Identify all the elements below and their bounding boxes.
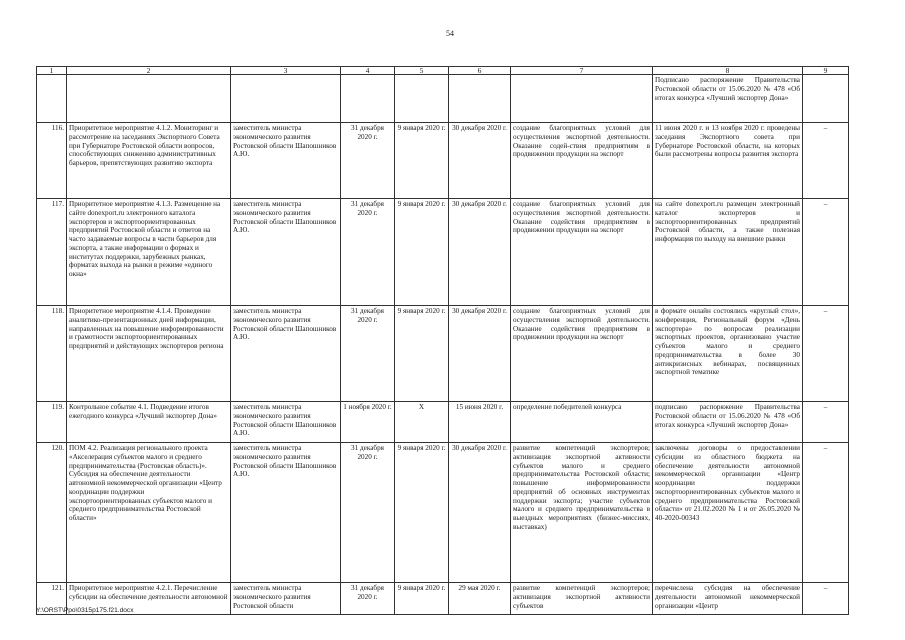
actual-result-cell: в формате онлайн состоялись «круглый стол», конференция, Региональный форум «День экспортера» по вопросам реализации экспортных проектов, организовано участие субъектов малого и среднего предпринимательства в более 30 антикризисных вебинарах, посвященных экспортной тематике xyxy=(653,306,803,402)
column-header: 9 xyxy=(803,67,849,75)
column-header: 2 xyxy=(67,67,231,75)
table-row xyxy=(37,75,849,123)
event-cell xyxy=(67,75,231,123)
table-row xyxy=(37,199,849,306)
expected-result-cell: развитие компетенций экспортеров; активизация экспортной активности субъектов малого и среднего предпринимательства Ростовской области; повышение информированности предприятий об основных инструментах поддержки экспорта; участие субъектов малого и среднего предпринимательства в выездных мероприятиях (бизнес-миссиях, выставках) xyxy=(511,443,653,583)
plan-end-cell: 30 декабря 2020 г. xyxy=(449,199,511,306)
responsible-cell: заместитель министра экономического развития Ростовской области Шапошников А.Ю. xyxy=(231,443,341,583)
plan-end-cell: 29 мая 2020 г. xyxy=(449,583,511,615)
column-header: 4 xyxy=(341,67,395,75)
event-cell: ПОМ 4.2. Реализация регионального проекта «Акселерация субъектов малого и среднего предпринимательства (Ростовская область)». Субсидия на обеспечение деятельности автономной некоммерческой организации «Центр координации поддержки экспортоориентированных субъектов малого и среднего предпринимательства Ростовской области» xyxy=(67,443,231,583)
expected-result-cell: определение победителей конкурса xyxy=(511,402,653,443)
column-header: 6 xyxy=(449,67,511,75)
column-header: 8 xyxy=(653,67,803,75)
column-header: 1 xyxy=(37,67,67,75)
plan-start-cell: 31 декабря 2020 г. xyxy=(341,583,395,615)
plan-end-cell: 30 декабря 2020 г. xyxy=(449,306,511,402)
responsible-cell xyxy=(231,75,341,123)
actual-result-cell: на сайте donexport.ru размещен электронный каталог экспортеров и экспортоориентированных предприятий Ростовской области, а также полезная информация по выходу на внешние рынки xyxy=(653,199,803,306)
responsible-cell: заместитель министра экономического развития Ростовской области Шапошников А.Ю. xyxy=(231,123,341,199)
actual-result-cell: 11 июня 2020 г. и 13 ноября 2020 г. проведены заседания Экспортного совета при Губернаторе Ростовской области, на которых были рассмотрены вопросы развития экспорта xyxy=(653,123,803,199)
event-cell: Приоритетное мероприятие 4.1.2. Мониторинг и рассмотрение на заседаниях Экспортного Совета при Губернаторе Ростовской области вопросов, способствующих снижению административных барьеров, препятствующих развитию экспорта xyxy=(67,123,231,199)
plan-start-cell xyxy=(341,75,395,123)
event-cell: Контрольное событие 4.1. Подведение итогов ежегодного конкурса «Лучший экспортер Дона» xyxy=(67,402,231,443)
event-cell: Приоритетное мероприятие 4.2.1. Перечисление субсидии на обеспечение деятельности автономной xyxy=(67,583,231,615)
column-header: 3 xyxy=(231,67,341,75)
row-number: 119. xyxy=(37,402,67,443)
responsible-cell: заместитель министра экономического развития Ростовской области xyxy=(231,583,341,615)
table-row xyxy=(37,123,849,199)
report-table xyxy=(36,66,849,615)
plan-end-cell: 30 декабря 2020 г. xyxy=(449,123,511,199)
responsible-cell: заместитель министра экономического развития Ростовской области Шапошников А.Ю. xyxy=(231,402,341,443)
fact-start-cell: X xyxy=(395,402,449,443)
plan-start-cell: 31 декабря 2020 г. xyxy=(341,123,395,199)
fact-start-cell: 9 января 2020 г. xyxy=(395,306,449,402)
plan-start-cell: 31 декабря 2020 г. xyxy=(341,443,395,583)
expected-result-cell: создание благоприятных условий для осуществления экспортной деятельности. Оказание содействия предприятиям в продвижении продукции на экспорт xyxy=(511,199,653,306)
note-cell: – xyxy=(803,402,849,443)
page-number: 54 xyxy=(446,29,454,38)
event-cell: Приоритетное мероприятие 4.1.3. Размещение на сайте donexport.ru электронного каталога экспортеров и экспортоориентированных предприятий Ростовской области и ответов на часто задаваемые вопросы в части барьеров для экспорта, а также информации о формах и институтах поддержки, зарубежных рынках, форматах выхода на рынки в режиме «единого окна» xyxy=(67,199,231,306)
row-number: 116. xyxy=(37,123,67,199)
expected-result-cell: создание благоприятных условий для осуществления экспортной деятельности. Оказание содей-ствия предприятиям в продвижении продукции на экспорт xyxy=(511,123,653,199)
note-cell: – xyxy=(803,583,849,615)
actual-result-cell: заключены договоры о предоставлении субсидии из областного бюджета на обеспечение деятельности автономной некоммерческой организации «Центр координации поддержки экспортоориентированных субъектов малого и среднего предпринимательства Ростовской области» от 21.02.2020 № 1 и от 26.05.2020 № 40-2020-00343 xyxy=(653,443,803,583)
note-cell: – xyxy=(803,199,849,306)
table-row xyxy=(37,402,849,443)
file-path-footer: Y:\ORST\Ppo\0315p175.f21.docx xyxy=(36,607,134,614)
expected-result-cell xyxy=(511,75,653,123)
row-number: 118. xyxy=(37,306,67,402)
event-cell: Приоритетное мероприятие 4.1.4. Проведение аналитико-презентационных дней информации, направленных на повышение информированности и грамотности экспортоориентированных предприятий и действующих экспортеров региона xyxy=(67,306,231,402)
actual-result-cell: перечислена субсидия на обеспечение деятельности автономной некоммерческой организации «Центр xyxy=(653,583,803,615)
responsible-cell: заместитель министра экономического развития Ростовской области Шапошников А.Ю. xyxy=(231,306,341,402)
table-row xyxy=(37,583,849,615)
note-cell xyxy=(803,75,849,123)
column-header: 7 xyxy=(511,67,653,75)
expected-result-cell: развитие компетенций экспортеров; активизация экспортной активности субъектов xyxy=(511,583,653,615)
column-header: 5 xyxy=(395,67,449,75)
fact-start-cell: 9 января 2020 г. xyxy=(395,583,449,615)
fact-start-cell: 9 января 2020 г. xyxy=(395,123,449,199)
row-number: 121. xyxy=(37,583,67,615)
fact-start-cell xyxy=(395,75,449,123)
plan-start-cell: 31 декабря 2020 г. xyxy=(341,199,395,306)
row-number: 120. xyxy=(37,443,67,583)
plan-start-cell: 31 декабря 2020 г. xyxy=(341,306,395,402)
fact-start-cell: 9 января 2020 г. xyxy=(395,443,449,583)
table-row xyxy=(37,306,849,402)
responsible-cell: заместитель министра экономического развития Ростовской области Шапошников А.Ю. xyxy=(231,199,341,306)
row-number xyxy=(37,75,67,123)
note-cell: – xyxy=(803,123,849,199)
expected-result-cell: создание благоприятных условий для осуществления экспортной деятельности. Оказание содействия предприятиям в продвижении продукции на экспорт xyxy=(511,306,653,402)
note-cell: – xyxy=(803,306,849,402)
column-number-row xyxy=(37,67,849,75)
plan-end-cell: 15 июня 2020 г. xyxy=(449,402,511,443)
note-cell: – xyxy=(803,443,849,583)
fact-start-cell: 9 января 2020 г. xyxy=(395,199,449,306)
table-row xyxy=(37,443,849,583)
actual-result-cell: Подписано распоряжение Правительства Ростовской области от 15.06.2020 № 478 «Об итогах конкурса «Лучший экспортер Дона» xyxy=(653,75,803,123)
plan-end-cell: 30 декабря 2020 г. xyxy=(449,443,511,583)
actual-result-cell: подписано распоряжение Правительства Ростовской области от 15.06.2020 № 478 «Об итогах конкурса «Лучший экспортер Дона» xyxy=(653,402,803,443)
row-number: 117. xyxy=(37,199,67,306)
plan-start-cell: 1 ноября 2020 г. xyxy=(341,402,395,443)
plan-end-cell xyxy=(449,75,511,123)
